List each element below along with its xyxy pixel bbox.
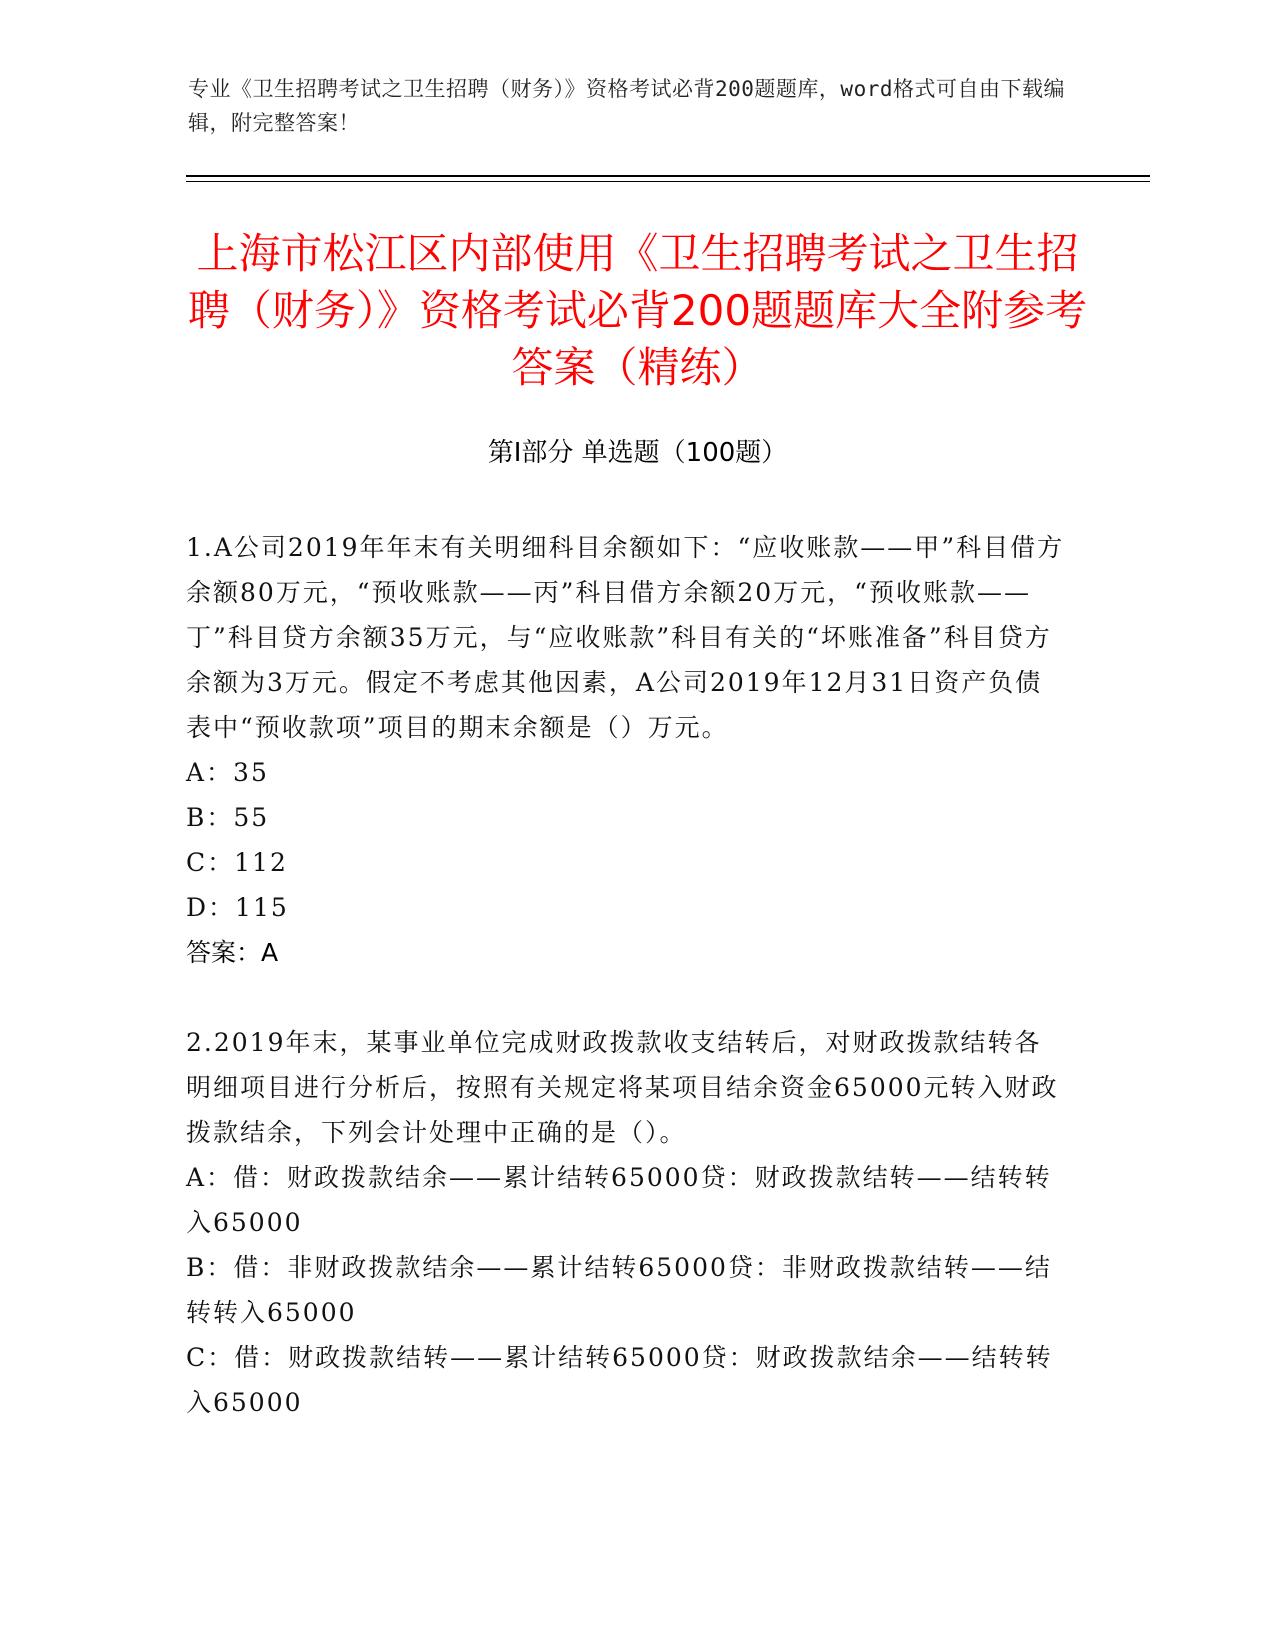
question-stem: 2.2019年末，某事业单位完成财政拨款收支结转后，对财政拨款结转各明细项目进行分析后，按照有关规定将某项目结余资金65000元转入财政拨款结余，下列会计处理中正确的是（）。: [186, 1028, 1059, 1147]
question-stem: 1.A公司2019年年末有关明细科目余额如下：“应收账款——甲”科目借方余额80万元，“预收账款——丙”科目借方余额20万元，“预收账款——丁”科目贷方余额35万元，与“应收账款”科目有关的“坏账准备”科目贷方余额为3万元。假定不考虑其他因素，A公司2019年12月31日资产负债表中“预收款项”项目的期末余额是（）万元。: [186, 533, 1065, 742]
option-c: C：借：财政拨款结转——累计结转65000贷：财政拨款结余——结转转入65000: [186, 1343, 1053, 1417]
document-title: 上海市松江区内部使用《卫生招聘考试之卫生招聘（财务）》资格考试必背200题题库大全附参考答案（精练）: [187, 229, 1088, 392]
option-b: B：借：非财政拨款结余——累计结转65000贷：非财政拨款结转——结转转入65000: [186, 1253, 1052, 1327]
header-rule: [186, 175, 1150, 177]
section-heading: 第Ⅰ部分 单选题（100题）: [487, 438, 788, 468]
option-d: D：115: [186, 893, 289, 922]
option-a: A：借：财政拨款结余——累计结转65000贷：财政拨款结转——结转转入65000: [186, 1163, 1052, 1237]
answer-line: 答案：A: [186, 938, 279, 967]
option-a: A：35: [186, 758, 269, 787]
question-2: [186, 1020, 1066, 1425]
header-rule-thin: [186, 181, 1150, 182]
option-c: C：112: [186, 848, 288, 877]
header-note: 专业《卫生招聘考试之卫生招聘（财务）》资格考试必背200题题库，word格式可自由下载编辑，附完整答案！: [188, 77, 1065, 135]
question-1: [186, 525, 1066, 975]
question-list: [186, 525, 1066, 1470]
option-b: B：55: [186, 803, 270, 832]
